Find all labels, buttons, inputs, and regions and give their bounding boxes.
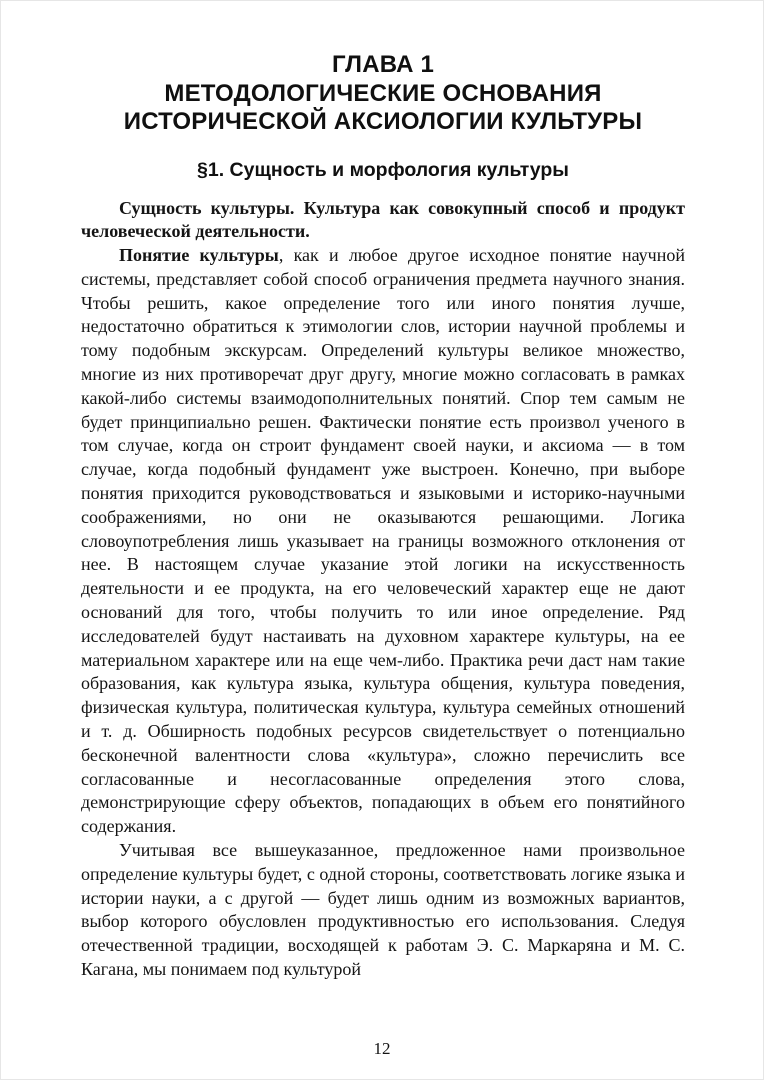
page-number: 12 xyxy=(373,1039,391,1058)
chapter-title-line1: ГЛАВА 1 xyxy=(331,51,435,78)
section-title: §1. Сущность и морфология культуры xyxy=(197,158,569,181)
chapter-title-line2: МЕТОДОЛОГИЧЕСКИЕ ОСНОВАНИЯ xyxy=(164,79,602,107)
paragraph-definition xyxy=(81,244,685,839)
paragraph-bold-lead: Понятие культуры xyxy=(119,245,279,266)
paragraph-thesis: Сущность культуры. Культура как совокупный способ и продукт человеческой деятельности. xyxy=(81,197,685,242)
chapter-title-line3: ИСТОРИЧЕСКОЙ АКСИОЛОГИИ КУЛЬТУРЫ xyxy=(123,108,643,135)
chapter-heading xyxy=(81,51,685,137)
paragraph-definition-text: , как и любое другое исходное понятие научной системы, представляет собой способ ограничения предмета научного знания. Чтобы решить, какое определение того или иного понятия лучше, недостаточно обратиться к этимологии слов, истории научной проблемы и тому подобным экскурсам. Определений культуры великое множество, многие из них противоречат друг другу, многие можно согласовать в рамках какой-либо системы взаимодополнительных понятий. Спор тем самым не будет принципиально решен. Фактически понятие есть произвол ученого в том случае, когда он строит фундамент своей науки, и аксиома — в том случае, когда подобный фундамент уже выстроен. Конечно, при выборе понятия приходится руководствоваться и языковыми и историко-научными соображениями, но они не оказываются решающими. Логика словоупотребления лишь указывает на границы возможного отклонения от нее. В настоящем случае указание этой логики на искусственность деятельности и ее продукта, на его человеческий характер еще не дают оснований для того, чтобы получить то или иное определение. Ряд исследователей будут настаивать на духовном характере культуры, на ее материальном характере или на еще чем-либо. Практика речи даст нам такие образования, как культура языка, культура общения, культура поведения, физическая культура, политическая культура, культура семейных отношений и т. д. Обширность подобных ресурсов свидетельствует о потенциально бесконечной валентности слова «культура», сложно перечислить все согласованные и несогласованные определения этого слова, демонстрирующие сферу объектов, попадающих в объем его понятийного содержания. xyxy=(81,245,685,837)
paragraph-conclusion: Учитывая все вышеуказанное, предложенное нами произвольное определение культуры будет, с одной стороны, соответствовать логике языка и истории науки, а с другой — будет лишь одним из возможных вариантов, выбор которого обусловлен продуктивностью его использования. Следуя отечественной традиции, восходящей к работам Э. С. Маркаряна и М. С. Кагана, мы понимаем под культурой xyxy=(81,840,685,979)
body-text-block xyxy=(81,197,685,982)
